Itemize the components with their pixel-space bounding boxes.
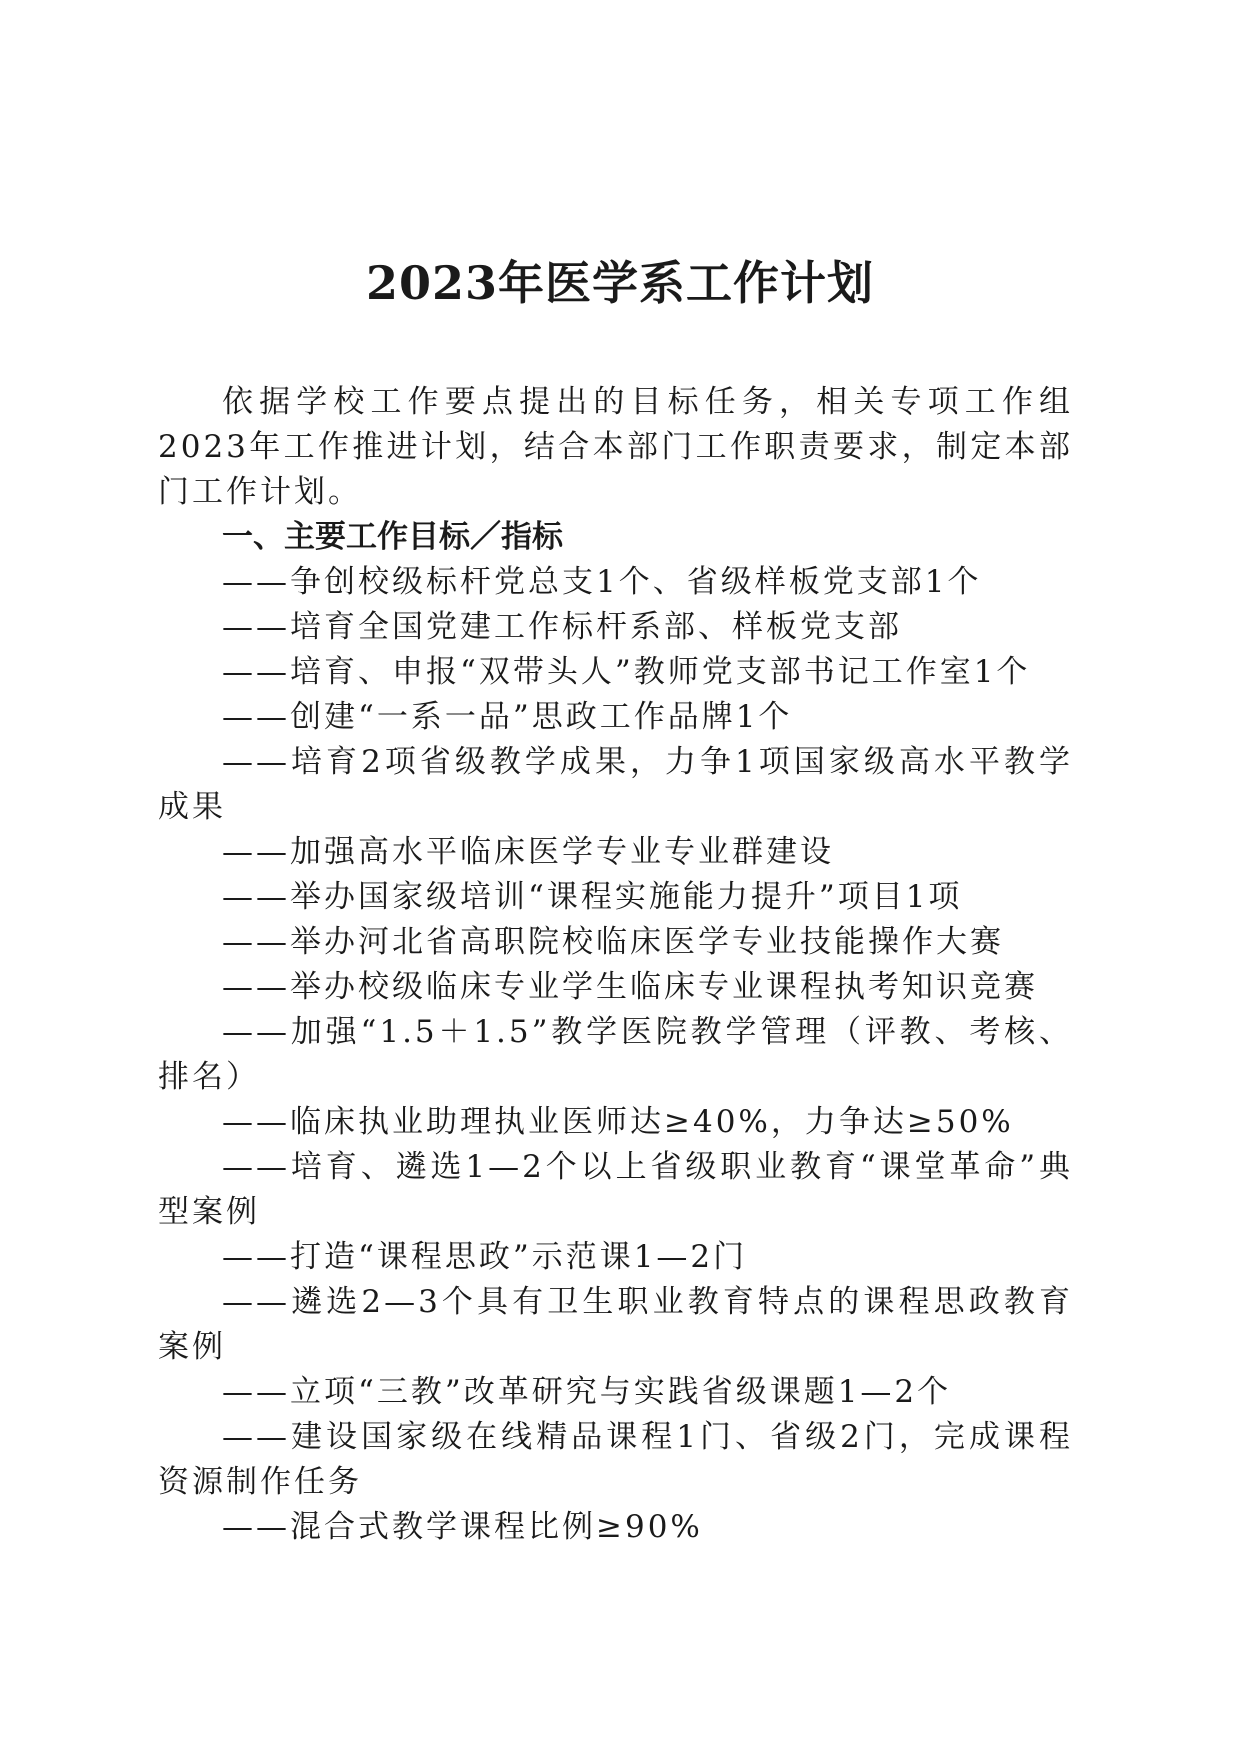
section-heading: 一、主要工作目标／指标 xyxy=(222,519,563,555)
goal-item: ——举办国家级培训“课程实施能力提升”项目1项 xyxy=(222,879,963,915)
goal-item: ——打造“课程思政”示范课1—2门 xyxy=(222,1239,748,1275)
goal-item: ——创建“一系一品”思政工作品牌1个 xyxy=(222,699,793,735)
goal-item: ——培育、遴选1—2个以上省级职业教育“课堂革命”典型案例 xyxy=(158,1149,1073,1230)
document-title: 2023年医学系工作计划 xyxy=(365,256,875,310)
intro-paragraph: 依据学校工作要点提出的目标任务，相关专项工作组2023年工作推进计划，结合本部门工作职责要求，制定本部门工作计划。 xyxy=(158,384,1073,510)
goal-item: ——遴选2—3个具有卫生职业教育特点的课程思政教育案例 xyxy=(158,1284,1073,1365)
goal-item: ——建设国家级在线精品课程1门、省级2门，完成课程资源制作任务 xyxy=(158,1419,1073,1500)
goal-item: ——立项“三教”改革研究与实践省级课题1—2个 xyxy=(222,1374,952,1410)
goal-item: ——培育、申报“双带头人”教师党支部书记工作室1个 xyxy=(222,654,1031,690)
goal-list xyxy=(158,560,1073,1550)
goal-item: ——争创校级标杆党总支1个、省级样板党支部1个 xyxy=(222,564,982,600)
document-body xyxy=(158,380,1073,1550)
goal-item: ——举办校级临床专业学生临床专业课程执考知识竞赛 xyxy=(222,969,1038,1005)
goal-item: ——培育2项省级教学成果，力争1项国家级高水平教学成果 xyxy=(158,744,1073,825)
goal-item: ——培育全国党建工作标杆系部、样板党支部 xyxy=(222,609,902,645)
goal-item: ——混合式教学课程比例≥90% xyxy=(222,1509,703,1545)
goal-item: ——加强高水平临床医学专业专业群建设 xyxy=(222,834,834,870)
goal-item: ——临床执业助理执业医师达≥40%，力争达≥50% xyxy=(222,1104,1014,1140)
goal-item: ——加强“1.5＋1.5”教学医院教学管理（评教、考核、排名） xyxy=(158,1014,1073,1095)
goal-item: ——举办河北省高职院校临床医学专业技能操作大赛 xyxy=(222,924,1004,960)
